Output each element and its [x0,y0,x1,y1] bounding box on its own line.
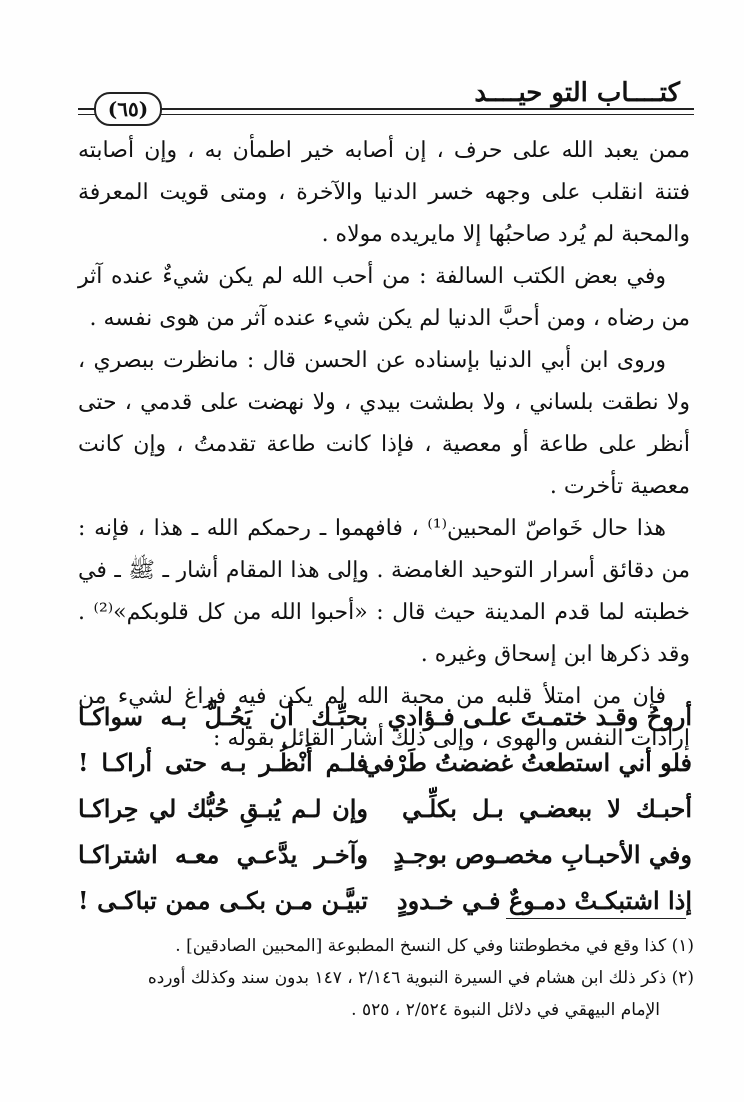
footnotes [70,930,694,1026]
poem-verse [78,694,692,740]
poem [78,694,692,924]
page-number: (٦٥) [94,92,162,126]
poem-verse [78,740,692,786]
verse-second-hemistich: تبيَّـن مـن بكـى ممن تباكـى ! [78,886,368,915]
paragraph: ممن يعبد الله على حرف ، إن أصابه خير اطمأن به ، وإن أصابته فتنة انقلب على وجهه خسر الدنيا والآخرة ، ومتى قويت المعرفة والمحبة لم يُرد صاحبُها إلا مايريده مولاه . [78,138,690,247]
paragraph: وفي بعض الكتب السالفة : من أحب الله لم يكن شيءٌ عنده آثر من رضاه ، ومن أحبَّ الدنيا لم يكن شيء عنده آثر من هوى نفسه . [78,264,690,331]
verse-second-hemistich: فلـم أَنْظُـر بـه حتى أراكـا ! [78,748,368,777]
verse-second-hemistich: بحبِّـك أن يَحُـلَّ بـه سواكـا [78,702,368,731]
footnote-2: (٢) ذكر ذلك ابن هشام في السيرة النبوية ٢/١٤٦ ، ١٤٧ بدون سند وكذلك أورده [147,968,694,988]
verse-first-hemistich: فلو أني استطعتُ غضضتُ طَرْفي [362,748,692,777]
header-rule [78,108,694,115]
verse-second-hemistich: وإن لـم يُبـقِ حُبُّك لي حِراكـا [78,794,368,823]
verse-first-hemistich: أروحُ وقـد ختمـتَ علـى فـؤادي [387,702,692,731]
verse-first-hemistich: أحبـك لا ببعضـي بـل بكلِّـي [402,794,692,823]
verse-first-hemistich: إذا اشتبكـتْ دمـوعٌ فـي خـدودٍ [396,886,692,915]
footnote-separator [506,918,686,919]
footnote-1: (١) كذا وقع في مخطوطتنا وفي كل النسخ المطبوعة [المحبين الصادقين] . [175,936,694,956]
page-header [78,76,694,120]
poem-verse [78,832,692,878]
poem-verse [78,786,692,832]
footnote-2-continued: الإمام البيهقي في دلائل النبوة ٢/٥٢٤ ، ٥٢٥ . [351,1000,660,1020]
verse-first-hemistich: وفي الأحبـابِ مخصـوص بوجـدٍ [393,840,692,869]
paragraph: وروى ابن أبي الدنيا بإسناده عن الحسن قال : مانظرت ببصري ، ولا نطقت بلساني ، ولا بطشت بيدي ، ولا نهضت على قدمي ، حتى أنظر على طاعة أو معصية ، فإذا كانت طاعة تقدمتُ ، وإن كانت معصية تأخرت . [78,348,690,499]
paragraph: فإن من امتلأ قلبه من محبة الله لم يكن فيه فراغ لشيء من إرادات النفس والهوى ، وإلى ذلك أشار القائل بقوله : [78,684,690,751]
paragraph: هذا حال خَواصّ المحبين⁽¹⁾ ، فافهموا ـ رحمكم الله ـ هذا ، فإنه : من دقائق أسرار التوحيد الغامضة . وإلى هذا المقام أشار ـ ﷺ ـ في خطبته لما قدم المدينة حيث قال : «أحبوا الله من كل قلوبكم»⁽²⁾ . وقد ذكرها ابن إسحاق وغيره . [78,516,691,667]
verse-second-hemistich: وآخـر يدَّعـي معـه اشتراكـا [78,840,368,869]
main-text [78,130,690,760]
running-title: كتــــاب التو حيــــد [468,78,686,108]
